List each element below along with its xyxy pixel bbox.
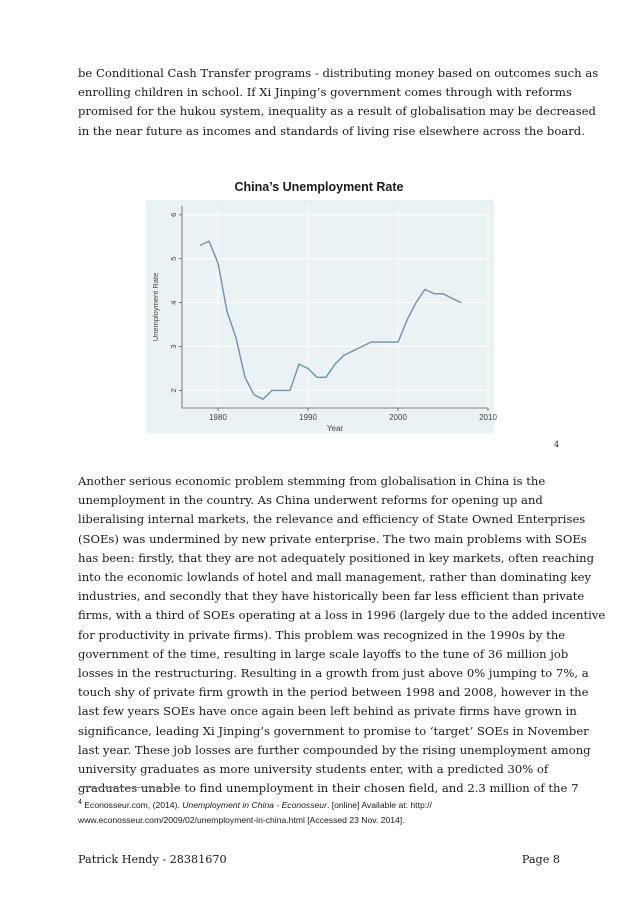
footnote-availability: . [online] Available at: http:// bbox=[326, 799, 432, 810]
paragraph-line: graduates unable to find unemployment in their chosen field, and 2.3 million of the 7 bbox=[78, 781, 579, 796]
paragraph-line: (SOEs) was undermined by new private enterprise. The two main problems with SOEs bbox=[78, 531, 587, 546]
y-tick-label: 3 bbox=[169, 344, 178, 349]
footnote-line-2: www.econosseur.com/2009/02/unemployment-in-china.html [Accessed 23 Nov. 2014]. bbox=[78, 814, 405, 825]
x-axis-label: Year bbox=[326, 424, 344, 433]
paragraph-1 bbox=[78, 64, 599, 141]
y-tick-label: 4 bbox=[169, 300, 178, 305]
footnote-separator bbox=[78, 787, 178, 788]
y-tick-label: 2 bbox=[169, 388, 178, 393]
footnote bbox=[78, 795, 568, 828]
footnote-title: Unemployment in China - Econosseur bbox=[182, 799, 327, 810]
paragraph-line: unemployment in the country. As China underwent reforms for opening up and bbox=[78, 493, 543, 508]
paragraph-line: liberalising internal markets, the relevance and efficiency of State Owned Enterprises bbox=[78, 512, 586, 527]
paragraph-line: university graduates as more university students enter, with a predicted 30% of bbox=[78, 762, 549, 777]
paragraph-line: government of the time, resulting in large scale layoffs to the tune of 36 million job bbox=[78, 646, 569, 661]
paragraph-line: enrolling children in school. If Xi Jinping’s government comes through with reforms bbox=[78, 85, 572, 100]
y-tick-label: 5 bbox=[169, 256, 178, 261]
footnote-source: Econosseur.com, (2014). bbox=[81, 799, 183, 810]
y-tick-label: 6 bbox=[169, 212, 178, 217]
y-axis-label: Unemployment Rate bbox=[151, 272, 160, 342]
footnote-marker: 4 bbox=[554, 440, 560, 449]
chart-title: China’s Unemployment Rate bbox=[234, 180, 404, 194]
paragraph-line: Another serious economic problem stemming from globalisation in China is the bbox=[78, 474, 546, 488]
plot-area bbox=[182, 206, 488, 408]
footnote-number: 4 bbox=[78, 799, 82, 806]
paragraph-line: significance, leading Xi Jinping’s government to promise to ‘target’ SOEs in November bbox=[78, 723, 589, 738]
paragraph-line: into the economic lowlands of hotel and mall management, rather than dominating key bbox=[78, 570, 592, 585]
paragraph-line: in the near future as incomes and standards of living rise elsewhere across the board. bbox=[78, 123, 585, 138]
paragraph-line: for productivity in private firms). This problem was recognized in the 1990s by the bbox=[78, 627, 566, 642]
unemployment-chart bbox=[146, 200, 497, 433]
paragraph-2 bbox=[78, 472, 606, 798]
x-tick-label: 1980 bbox=[209, 413, 227, 422]
paragraph-line: industries, and secondly that they have historically been far less efficient than private bbox=[78, 589, 585, 604]
paragraph-line: promised for the hukou system, inequality as a result of globalisation may be decreased bbox=[78, 104, 596, 119]
paragraph-line: touch shy of private firm growth in the period between 1998 and 2008, however in the bbox=[78, 685, 589, 700]
paragraph-line: be Conditional Cash Transfer programs - distributing money based on outcomes such as bbox=[78, 66, 599, 80]
paragraph-line: firms, with a third of SOEs operating at a loss in 1996 (largely due to the added incentive bbox=[78, 608, 606, 623]
x-tick-label: 2010 bbox=[479, 413, 497, 422]
paragraph-line: last few years SOEs have once again been left behind as private firms have grown in bbox=[78, 704, 577, 719]
paragraph-line: last year. These job losses are further compounded by the rising unemployment among bbox=[78, 742, 591, 757]
footer-page-number: Page 8 bbox=[521, 853, 560, 866]
x-tick-label: 2000 bbox=[389, 413, 407, 422]
footer-author: Patrick Hendy - 28381670 bbox=[78, 853, 227, 866]
x-tick-label: 1990 bbox=[299, 413, 317, 422]
paragraph-line: has been: firstly, that they are not adequately positioned in key markets, often reaching bbox=[78, 550, 594, 565]
footnote-line-1 bbox=[78, 795, 568, 813]
paragraph-line: losses in the restructuring. Resulting in a growth from just above 0% jumping to 7%, a bbox=[78, 666, 589, 681]
